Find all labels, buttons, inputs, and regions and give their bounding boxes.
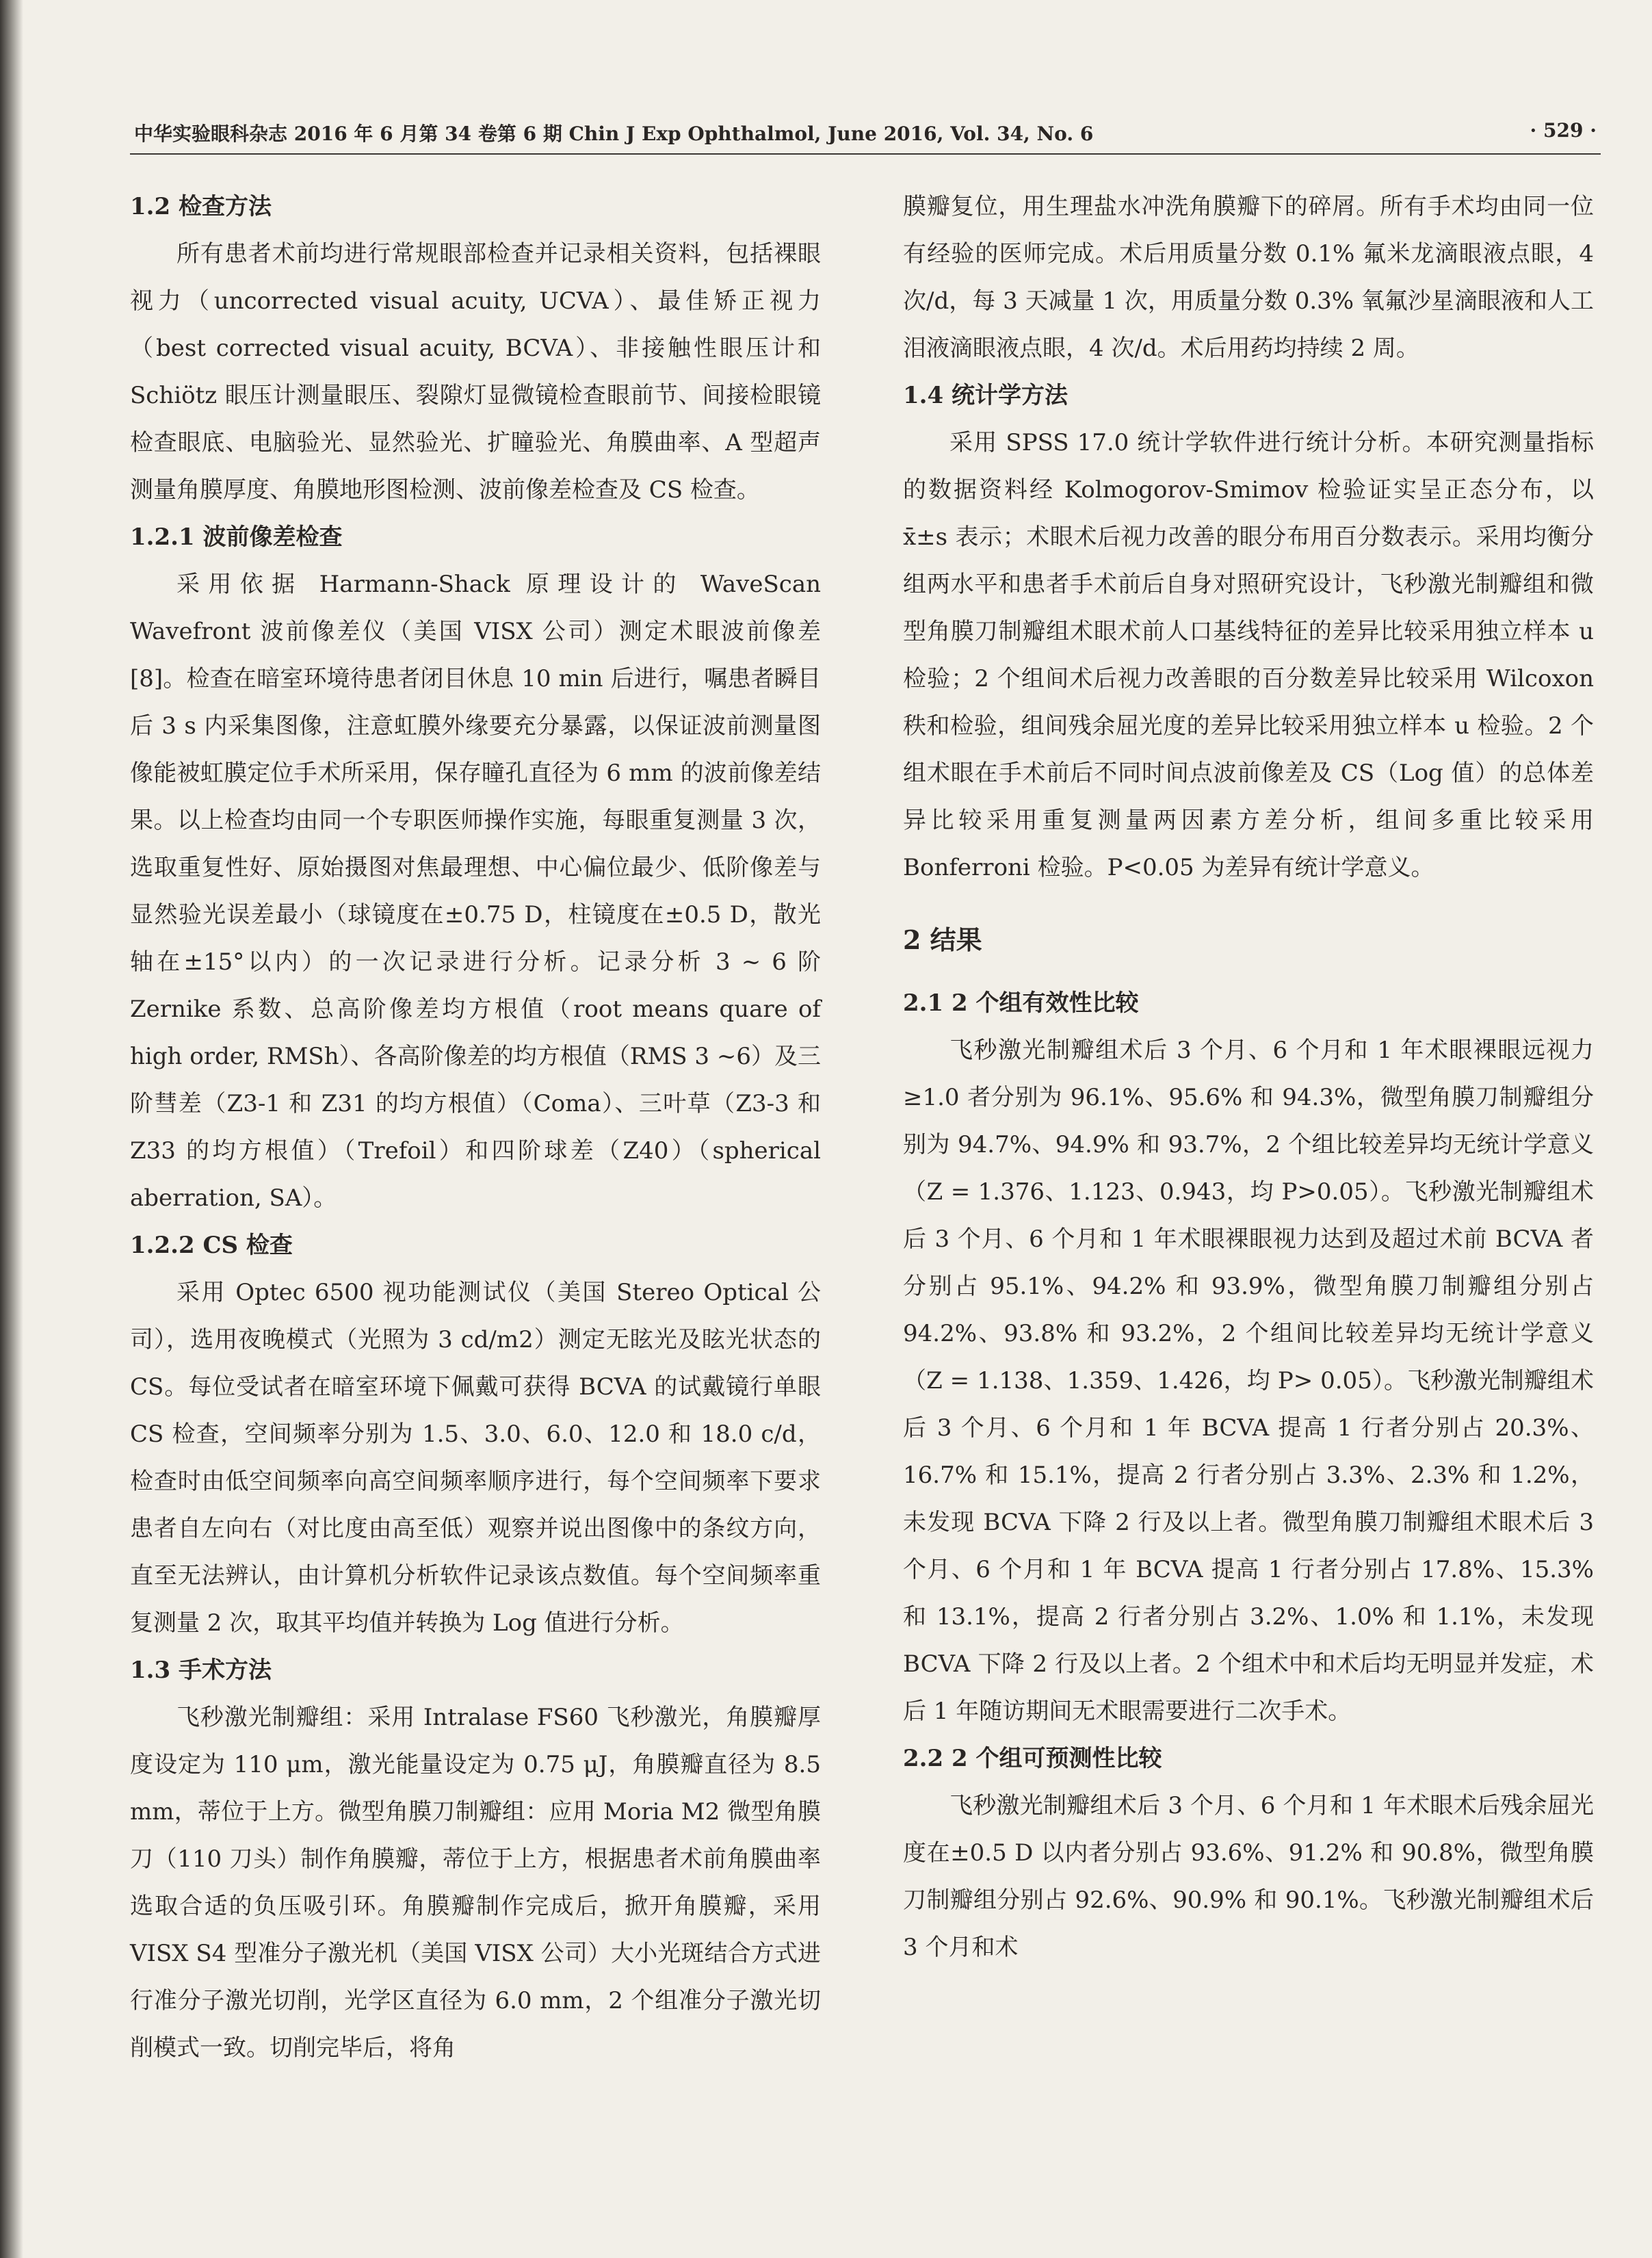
binding-shadow <box>0 0 23 2258</box>
section-title-2: 2 结果 <box>903 924 982 955</box>
paragraph-efficacy: 飞秒激光制瓣组术后 3 个月、6 个月和 1 年术眼裸眼远视力≥1.0 者分别为 96.1%、95.6% 和 94.3%，微型角膜刀制瓣组分别为 94.7%、94.9% 和 93.7%，2 个组比较差异均无统计学意义（Z = 1.376、1.123、0.943，均 P>0.05）。飞秒激光制瓣组术后 3 个月、6 个月和 1 年术眼裸眼视力达到及超过术前 BCVA 者分别占 95.1%、94.2% 和 93.9%，微型角膜刀制瓣组分别占 94.2%、93.8% 和 93.2%，2 个组间比较差异均无统计学意义（Z = 1.138、1.359、1.426，均 P> 0.05）。飞秒激光制瓣组术后 3 个月、6 个月和 1 年 BCVA 提高 1 行者分别占 20.3%、16.7% 和 15.1%，提高 2 行者分别占 3.3%、2.3% 和 1.2%，未发现 BCVA 下降 2 行及以上者。微型角膜刀制瓣组术眼术后 3 个月、6 个月和 1 年 BCVA 提高 1 行者分别占 17.8%、15.3% 和 13.1%，提高 2 行者分别占 3.2%、1.0% 和 1.1%，未发现 BCVA 下降 2 行及以上者。2 个组术中和术后均无明显并发症，术后 1 年随访期间无术眼需要进行二次手术。 <box>903 1037 1594 1725</box>
paragraph-exam-overview: 所有患者术前均进行常规眼部检查并记录相关资料，包括裸眼视力（uncorrected visual acuity, UCVA）、最佳矫正视力（best corrected visual acuity, BCVA）、非接触性眼压计和 Schiötz 眼压计测量眼压、裂隙灯显微镜检查眼前节、间接检眼镜检查眼底、电脑验光、显然验光、扩瞳验光、角膜曲率、A 型超声测量角膜厚度、角膜地形图检测、波前像差检查及 CS 检查。 <box>130 240 821 504</box>
left-column <box>130 183 821 2072</box>
section-title-2-2: 2.2 2 个组可预测性比较 <box>903 1745 1162 1772</box>
section-title-1-2-1: 1.2.1 波前像差检查 <box>130 523 343 551</box>
paragraph-predictability: 飞秒激光制瓣组术后 3 个月、6 个月和 1 年术眼术后残余屈光度在±0.5 D 以内者分别占 93.6%、91.2% 和 90.8%，微型角膜刀制瓣组分别占 92.6%、90.9% 和 90.1%。飞秒激光制瓣组术后 3 个月和术 <box>903 1792 1594 1961</box>
right-column <box>903 183 1594 1971</box>
section-title-1-2: 1.2 检查方法 <box>130 193 272 220</box>
paragraph-cs-exam: 采用 Optec 6500 视功能测试仪（美国 Stereo Optical 公司），选用夜晚模式（光照为 3 cd/m2）测定无眩光及眩光状态的 CS。每位受试者在暗室环境下佩戴可获得 BCVA 的试戴镜行单眼 CS 检查，空间频率分别为 1.5、3.0、6.0、12.0 和 18.0 c/d，检查时由低空间频率向高空间频率顺序进行，每个空间频率下要求患者自左向右（对比度由高至低）观察并说出图像中的条纹方向，直至无法辨认，由计算机分析软件记录该点数值。每个空间频率重复测量 2 次，取其平均值并转换为 Log 值进行分析。 <box>130 1279 821 1637</box>
paragraph-wavefront: 采用依据 Harmann-Shack 原理设计的 WaveScan Wavefront 波前像差仪（美国 VISX 公司）测定术眼波前像差[8]。检查在暗室环境待患者闭目休息 10 min 后进行，嘱患者瞬目后 3 s 内采集图像，注意虹膜外缘要充分暴露，以保证波前测量图像能被虹膜定位手术所采用，保存瞳孔直径为 6 mm 的波前像差结果。以上检查均由同一个专职医师操作实施，每眼重复测量 3 次，选取重复性好、原始摄图对焦最理想、中心偏位最少、低阶像差与显然验光误差最小（球镜度在±0.75 D，柱镜度在±0.5 D，散光轴在±15°以内）的一次记录进行分析。记录分析 3 ~ 6 阶 Zernike 系数、总高阶像差均方根值（root means quare of high order, RMSh）、各高阶像差的均方根值（RMS 3 ~6）及三阶彗差（Z3-1 和 Z31 的均方根值）（Coma）、三叶草（Z3-3 和 Z33 的均方根值）（Trefoil）和四阶球差（Z40）（spherical aberration, SA）。 <box>130 571 821 1212</box>
running-header <box>130 115 1601 155</box>
page-number: · 529 · <box>1530 119 1597 142</box>
section-title-1-2-2: 1.2.2 CS 检查 <box>130 1232 293 1259</box>
section-title-1-4: 1.4 统计学方法 <box>903 382 1068 409</box>
paragraph-surgery-cont: 膜瓣复位，用生理盐水冲洗角膜瓣下的碎屑。所有手术均由同一位有经验的医师完成。术后用质量分数 0.1% 氟米龙滴眼液点眼，4 次/d，每 3 天减量 1 次，用质量分数 0.3% 氧氟沙星滴眼液和人工泪液滴眼液点眼，4 次/d。术后用药均持续 2 周。 <box>903 193 1594 362</box>
paragraph-statistics: 采用 SPSS 17.0 统计学软件进行统计分析。本研究测量指标的数据资料经 Kolmogorov-Smimov 检验证实呈正态分布，以 x̄±s 表示；术眼术后视力改善的眼分布用百分数表示。采用均衡分组两水平和患者手术前后自身对照研究设计，飞秒激光制瓣组和微型角膜刀制瓣组术眼术前人口基线特征的差异比较采用独立样本 u 检验；2 个组间术后视力改善眼的百分数差异比较采用 Wilcoxon 秩和检验，组间残余屈光度的差异比较采用独立样本 u 检验。2 个组术眼在手术前后不同时间点波前像差及 CS（Log 值）的总体差异比较采用重复测量两因素方差分析，组间多重比较采用 Bonferroni 检验。P<0.05 为差异有统计学意义。 <box>903 429 1594 881</box>
section-title-1-3: 1.3 手术方法 <box>130 1657 272 1684</box>
section-title-2-1: 2.1 2 个组有效性比较 <box>903 989 1139 1017</box>
paragraph-surgery: 飞秒激光制瓣组：采用 Intralase FS60 飞秒激光，角膜瓣厚度设定为 110 μm，激光能量设定为 0.75 μJ，角膜瓣直径为 8.5 mm，蒂位于上方。微型角膜刀制瓣组：应用 Moria M2 微型角膜刀（110 刀头）制作角膜瓣，蒂位于上方，根据患者术前角膜曲率选取合适的负压吸引环。角膜瓣制作完成后，掀开角膜瓣，采用 VISX S4 型准分子激光机（美国 VISX 公司）大小光斑结合方式进行准分子激光切削，光学区直径为 6.0 mm，2 个组准分子激光切削模式一致。切削完毕后，将角 <box>130 1704 821 2062</box>
journal-citation: 中华实验眼科杂志 2016 年 6 月第 34 卷第 6 期 Chin J Exp Ophthalmol, June 2016, Vol. 34, No. 6 <box>134 122 1094 145</box>
